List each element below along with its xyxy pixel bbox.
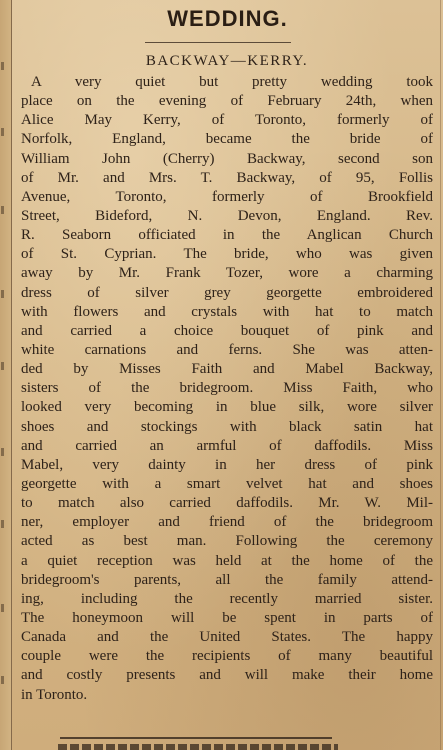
article-line: looked very becoming in blue silk, wore silver: [21, 399, 433, 416]
article-line: couple were the recipients of many beautiful: [21, 648, 433, 665]
wedding-article: [21, 52, 433, 705]
article-line: with flowers and crystals with hat to match: [21, 303, 433, 320]
article-line: and costly presents and will make their home: [21, 667, 433, 684]
article-line: place on the evening of February 24th, when: [21, 93, 433, 110]
gutter-mark: [1, 676, 4, 684]
article-line: Mabel, very dainty in her dress of pink: [21, 456, 433, 473]
article-line: Canada and the United States. The happy: [21, 629, 433, 646]
article-line: Alice May Kerry, of Toronto, formerly of: [21, 112, 433, 129]
article-line: ing, including the recently married sister.: [21, 590, 433, 607]
article-line: sisters of the bridegroom. Miss Faith, who: [21, 380, 433, 397]
article-line: dress of silver grey georgette embroidered: [21, 284, 433, 301]
article-line: acted as best man. Following the ceremony: [21, 533, 433, 550]
article-line: shoes and stockings with black satin hat: [21, 418, 433, 435]
article-line: ded by Misses Faith and Mabel Backway,: [21, 361, 433, 378]
article-line: and carried an armful of daffodils. Miss: [21, 437, 433, 454]
article-line: georgette with a smart velvet hat and shoes: [21, 475, 433, 492]
article-line: A very quiet but pretty wedding took: [31, 74, 433, 90]
article-line: a quiet reception was held at the home of the: [21, 552, 433, 569]
article-line: Avenue, Toronto, formerly of Brookfield: [21, 188, 433, 205]
article-line: The honeymoon will be spent in parts of: [21, 609, 433, 626]
article-line: William John (Cherry) Backway, second son: [21, 150, 433, 167]
article-line: of St. Cyprian. The bride, who was given: [21, 246, 433, 263]
column-rule-left: [11, 0, 12, 750]
article-line: ner, employer and friend of the bridegroom: [21, 514, 433, 531]
article-line: bridegroom's parents, all the family attend-: [21, 571, 433, 588]
article-line: away by Mr. Frank Tozer, wore a charming: [21, 265, 433, 282]
gutter-marks: [1, 0, 9, 750]
section-heading: WEDDING.: [167, 6, 288, 31]
article-subhead: BACKWAY—KERRY.: [145, 53, 309, 69]
article-line: Street, Bideford, N. Devon, England. Rev.: [21, 207, 433, 224]
gutter-mark: [1, 62, 4, 70]
article-line: in Toronto.: [21, 686, 88, 703]
article-end-rule: [60, 737, 332, 739]
article-line: R. Seaborn officiated in the Anglican Church: [21, 227, 433, 244]
gutter-mark: [1, 604, 4, 612]
heading-rule: [145, 42, 291, 43]
article-body: [21, 73, 433, 705]
article-line: of Mr. and Mrs. T. Backway, of 95, Follis: [21, 169, 433, 186]
column-rule-right: [440, 0, 441, 750]
article-line: to match also carried daffodils. Mr. W. Mil-: [21, 495, 433, 512]
next-article-heading-cropped: [58, 744, 338, 750]
article-line: and carried a choice bouquet of pink and: [21, 322, 433, 339]
article-line: Norfolk, England, became the bride of: [21, 131, 433, 148]
gutter-mark: [1, 290, 4, 298]
gutter-mark: [1, 128, 4, 136]
gutter-mark: [1, 206, 4, 214]
gutter-mark: [1, 520, 4, 528]
article-line: white carnations and ferns. She was atten-: [21, 341, 433, 358]
gutter-mark: [1, 448, 4, 456]
gutter-mark: [1, 362, 4, 370]
